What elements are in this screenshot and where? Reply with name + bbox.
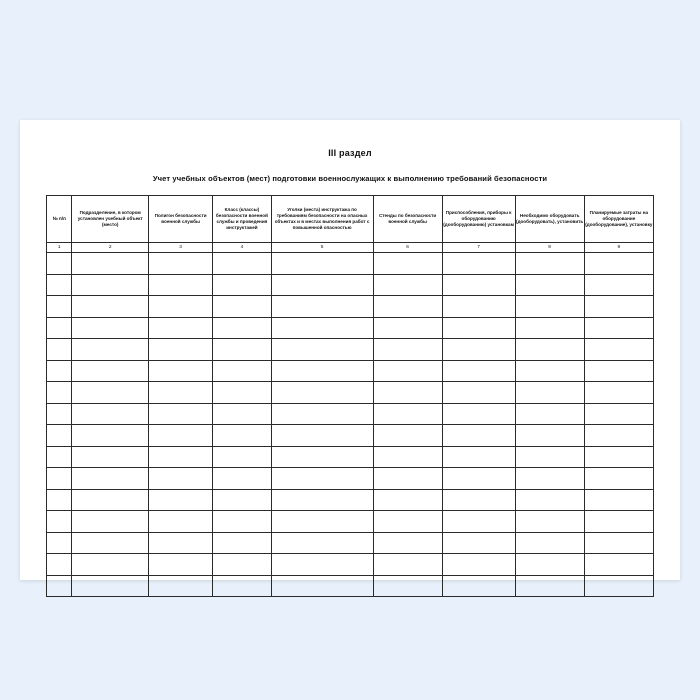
table-cell-empty[interactable] xyxy=(515,425,584,447)
table-row xyxy=(47,339,654,361)
table-cell-empty[interactable] xyxy=(148,575,212,597)
table-cell-empty[interactable] xyxy=(442,339,515,361)
table-cell-empty[interactable] xyxy=(584,532,653,554)
table-cell-empty[interactable] xyxy=(47,360,72,382)
table-cell-empty[interactable] xyxy=(72,317,148,339)
table-cell-empty[interactable] xyxy=(72,511,148,533)
column-number-4: 4 xyxy=(213,243,271,253)
table-cell-empty[interactable] xyxy=(442,446,515,468)
table-cell-empty[interactable] xyxy=(148,468,212,490)
table-cell-empty[interactable] xyxy=(213,296,271,318)
table-cell-empty[interactable] xyxy=(442,382,515,404)
table-header xyxy=(47,196,654,253)
table-cell-empty[interactable] xyxy=(47,532,72,554)
table-cell-empty[interactable] xyxy=(47,468,72,490)
table-cell-empty[interactable] xyxy=(72,425,148,447)
table-cell-empty[interactable] xyxy=(515,296,584,318)
table-cell-empty[interactable] xyxy=(515,382,584,404)
table-cell-empty[interactable] xyxy=(271,511,373,533)
table-cell-empty[interactable] xyxy=(72,403,148,425)
table-cell-empty[interactable] xyxy=(213,403,271,425)
column-number-1: 1 xyxy=(47,243,72,253)
table-row xyxy=(47,403,654,425)
column-header-4: Класс (классы) безопасности военной службы и проведения инструктажей xyxy=(213,196,271,243)
table-cell-empty[interactable] xyxy=(373,296,442,318)
table-cell-empty[interactable] xyxy=(515,403,584,425)
table-cell-empty[interactable] xyxy=(442,360,515,382)
table-cell-empty[interactable] xyxy=(72,532,148,554)
table-cell-empty[interactable] xyxy=(584,511,653,533)
column-header-3: Полигон безопасности военной службы xyxy=(148,196,212,243)
table-cell-empty[interactable] xyxy=(442,425,515,447)
table-cell-empty[interactable] xyxy=(515,274,584,296)
table-row xyxy=(47,317,654,339)
table-header-row xyxy=(47,196,654,243)
column-header-9: Планируемые затраты на оборудование (дооборудование), установку xyxy=(584,196,653,243)
table-cell-empty[interactable] xyxy=(148,360,212,382)
column-number-2: 2 xyxy=(72,243,148,253)
table-cell-empty[interactable] xyxy=(47,489,72,511)
table-cell-empty[interactable] xyxy=(515,253,584,275)
table-cell-empty[interactable] xyxy=(47,382,72,404)
table-cell-empty[interactable] xyxy=(373,468,442,490)
table-cell-empty[interactable] xyxy=(271,274,373,296)
table-cell-empty[interactable] xyxy=(271,489,373,511)
table-row xyxy=(47,554,654,576)
table-cell-empty[interactable] xyxy=(515,339,584,361)
table-cell-empty[interactable] xyxy=(213,382,271,404)
document-sheet xyxy=(20,120,680,580)
table-cell-empty[interactable] xyxy=(584,425,653,447)
table-cell-empty[interactable] xyxy=(373,532,442,554)
document-content xyxy=(20,120,680,542)
table-cell-empty[interactable] xyxy=(47,511,72,533)
table-cell-empty[interactable] xyxy=(72,489,148,511)
table-cell-empty[interactable] xyxy=(47,296,72,318)
table-cell-empty[interactable] xyxy=(148,511,212,533)
table-cell-empty[interactable] xyxy=(373,339,442,361)
table-cell-empty[interactable] xyxy=(373,575,442,597)
table-cell-empty[interactable] xyxy=(271,339,373,361)
table-cell-empty[interactable] xyxy=(442,532,515,554)
table-cell-empty[interactable] xyxy=(148,554,212,576)
table-cell-empty[interactable] xyxy=(148,382,212,404)
table-cell-empty[interactable] xyxy=(584,382,653,404)
table-cell-empty[interactable] xyxy=(72,446,148,468)
table-cell-empty[interactable] xyxy=(271,296,373,318)
table-cell-empty[interactable] xyxy=(515,468,584,490)
table-row xyxy=(47,253,654,275)
table-row xyxy=(47,425,654,447)
table-cell-empty[interactable] xyxy=(442,511,515,533)
page-title: III раздел xyxy=(328,148,372,158)
registry-table xyxy=(46,195,654,597)
table-cell-empty[interactable] xyxy=(584,274,653,296)
table-cell-empty[interactable] xyxy=(72,554,148,576)
table-cell-empty[interactable] xyxy=(47,253,72,275)
table-cell-empty[interactable] xyxy=(515,446,584,468)
column-number-7: 7 xyxy=(442,243,515,253)
table-row xyxy=(47,296,654,318)
table-cell-empty[interactable] xyxy=(271,468,373,490)
column-number-9: 9 xyxy=(584,243,653,253)
table-cell-empty[interactable] xyxy=(72,382,148,404)
table-row xyxy=(47,489,654,511)
table-cell-empty[interactable] xyxy=(584,317,653,339)
table-cell-empty[interactable] xyxy=(442,274,515,296)
table-cell-empty[interactable] xyxy=(373,274,442,296)
table-cell-empty[interactable] xyxy=(271,403,373,425)
table-cell-empty[interactable] xyxy=(442,403,515,425)
table-cell-empty[interactable] xyxy=(515,511,584,533)
table-cell-empty[interactable] xyxy=(515,317,584,339)
column-number-row xyxy=(47,243,654,253)
table-cell-empty[interactable] xyxy=(515,360,584,382)
table-cell-empty[interactable] xyxy=(584,296,653,318)
table-cell-empty[interactable] xyxy=(442,317,515,339)
column-header-2: Подразделение, в котором установлен учебный объект (место) xyxy=(72,196,148,243)
column-number-5: 5 xyxy=(271,243,373,253)
table-cell-empty[interactable] xyxy=(72,339,148,361)
table-cell-empty[interactable] xyxy=(213,253,271,275)
table-cell-empty[interactable] xyxy=(47,274,72,296)
table-cell-empty[interactable] xyxy=(213,425,271,447)
table-cell-empty[interactable] xyxy=(148,317,212,339)
table-cell-empty[interactable] xyxy=(72,253,148,275)
table-cell-empty[interactable] xyxy=(148,296,212,318)
table-cell-empty[interactable] xyxy=(72,468,148,490)
table-cell-empty[interactable] xyxy=(584,403,653,425)
table-cell-empty[interactable] xyxy=(213,468,271,490)
table-row xyxy=(47,446,654,468)
table-cell-empty[interactable] xyxy=(271,425,373,447)
table-cell-empty[interactable] xyxy=(373,446,442,468)
table-cell-empty[interactable] xyxy=(148,425,212,447)
table-cell-empty[interactable] xyxy=(72,296,148,318)
table-cell-empty[interactable] xyxy=(148,274,212,296)
column-number-6: 6 xyxy=(373,243,442,253)
table-cell-empty[interactable] xyxy=(442,253,515,275)
table-cell-empty[interactable] xyxy=(515,575,584,597)
table-cell-empty[interactable] xyxy=(213,489,271,511)
table-cell-empty[interactable] xyxy=(442,575,515,597)
table-cell-empty[interactable] xyxy=(148,253,212,275)
table-cell-empty[interactable] xyxy=(47,339,72,361)
table-cell-empty[interactable] xyxy=(271,382,373,404)
table-row xyxy=(47,511,654,533)
table-cell-empty[interactable] xyxy=(72,360,148,382)
table-cell-empty[interactable] xyxy=(373,360,442,382)
table-cell-empty[interactable] xyxy=(148,446,212,468)
table-cell-empty[interactable] xyxy=(213,511,271,533)
table-cell-empty[interactable] xyxy=(584,360,653,382)
column-header-5: Уголки (места) инструктажа по требованиям безопасности на опасных объектах и в местах выполнения работ с повышенной опасностью xyxy=(271,196,373,243)
table-cell-empty[interactable] xyxy=(584,554,653,576)
table-cell-empty[interactable] xyxy=(271,317,373,339)
table-cell-empty[interactable] xyxy=(373,382,442,404)
table-cell-empty[interactable] xyxy=(584,468,653,490)
column-header-7: Приспособления, приборы к оборудованию (дооборудованию) установкам xyxy=(442,196,515,243)
table-cell-empty[interactable] xyxy=(584,489,653,511)
page-subtitle: Учет учебных объектов (мест) подготовки военнослужащих к выполнению требований безопасности xyxy=(152,174,548,183)
table-cell-empty[interactable] xyxy=(47,446,72,468)
table-cell-empty[interactable] xyxy=(148,532,212,554)
table-body xyxy=(47,253,654,597)
table-cell-empty[interactable] xyxy=(442,296,515,318)
column-header-8: Необходимо оборудовать (дооборудовать), установить xyxy=(515,196,584,243)
table-cell-empty[interactable] xyxy=(271,446,373,468)
table-cell-empty[interactable] xyxy=(213,274,271,296)
table-cell-empty[interactable] xyxy=(271,554,373,576)
column-header-1: № п/п xyxy=(47,196,72,243)
table-cell-empty[interactable] xyxy=(47,403,72,425)
table-cell-empty[interactable] xyxy=(213,446,271,468)
table-cell-empty[interactable] xyxy=(584,339,653,361)
table-cell-empty[interactable] xyxy=(148,339,212,361)
table-cell-empty[interactable] xyxy=(47,317,72,339)
column-number-8: 8 xyxy=(515,243,584,253)
table-cell-empty[interactable] xyxy=(373,253,442,275)
table-cell-empty[interactable] xyxy=(213,317,271,339)
table-cell-empty[interactable] xyxy=(148,489,212,511)
table-cell-empty[interactable] xyxy=(373,403,442,425)
table-row xyxy=(47,382,654,404)
table-cell-empty[interactable] xyxy=(373,511,442,533)
table-cell-empty[interactable] xyxy=(271,532,373,554)
table-cell-empty[interactable] xyxy=(442,489,515,511)
table-cell-empty[interactable] xyxy=(213,532,271,554)
table-cell-empty[interactable] xyxy=(373,489,442,511)
table-cell-empty[interactable] xyxy=(148,403,212,425)
table-cell-empty[interactable] xyxy=(47,425,72,447)
table-cell-empty[interactable] xyxy=(442,468,515,490)
table-row xyxy=(47,532,654,554)
table-cell-empty[interactable] xyxy=(72,575,148,597)
column-number-3: 3 xyxy=(148,243,212,253)
table-cell-empty[interactable] xyxy=(72,274,148,296)
table-cell-empty[interactable] xyxy=(584,253,653,275)
table-cell-empty[interactable] xyxy=(515,532,584,554)
table-cell-empty[interactable] xyxy=(373,554,442,576)
table-cell-empty[interactable] xyxy=(515,489,584,511)
table-cell-empty[interactable] xyxy=(47,575,72,597)
table-cell-empty[interactable] xyxy=(373,425,442,447)
table-cell-empty[interactable] xyxy=(584,446,653,468)
table-cell-empty[interactable] xyxy=(271,360,373,382)
table-cell-empty[interactable] xyxy=(213,360,271,382)
table-cell-empty[interactable] xyxy=(47,554,72,576)
table-cell-empty[interactable] xyxy=(373,317,442,339)
table-cell-empty[interactable] xyxy=(271,575,373,597)
table-cell-empty[interactable] xyxy=(213,339,271,361)
table-cell-empty[interactable] xyxy=(442,554,515,576)
table-cell-empty[interactable] xyxy=(213,575,271,597)
table-row xyxy=(47,468,654,490)
table-row xyxy=(47,575,654,597)
table-cell-empty[interactable] xyxy=(515,554,584,576)
table-cell-empty[interactable] xyxy=(213,554,271,576)
table-row xyxy=(47,360,654,382)
table-cell-empty[interactable] xyxy=(584,575,653,597)
table-row xyxy=(47,274,654,296)
table-cell-empty[interactable] xyxy=(271,253,373,275)
column-header-6: Стенды по безопасности военной службы xyxy=(373,196,442,243)
